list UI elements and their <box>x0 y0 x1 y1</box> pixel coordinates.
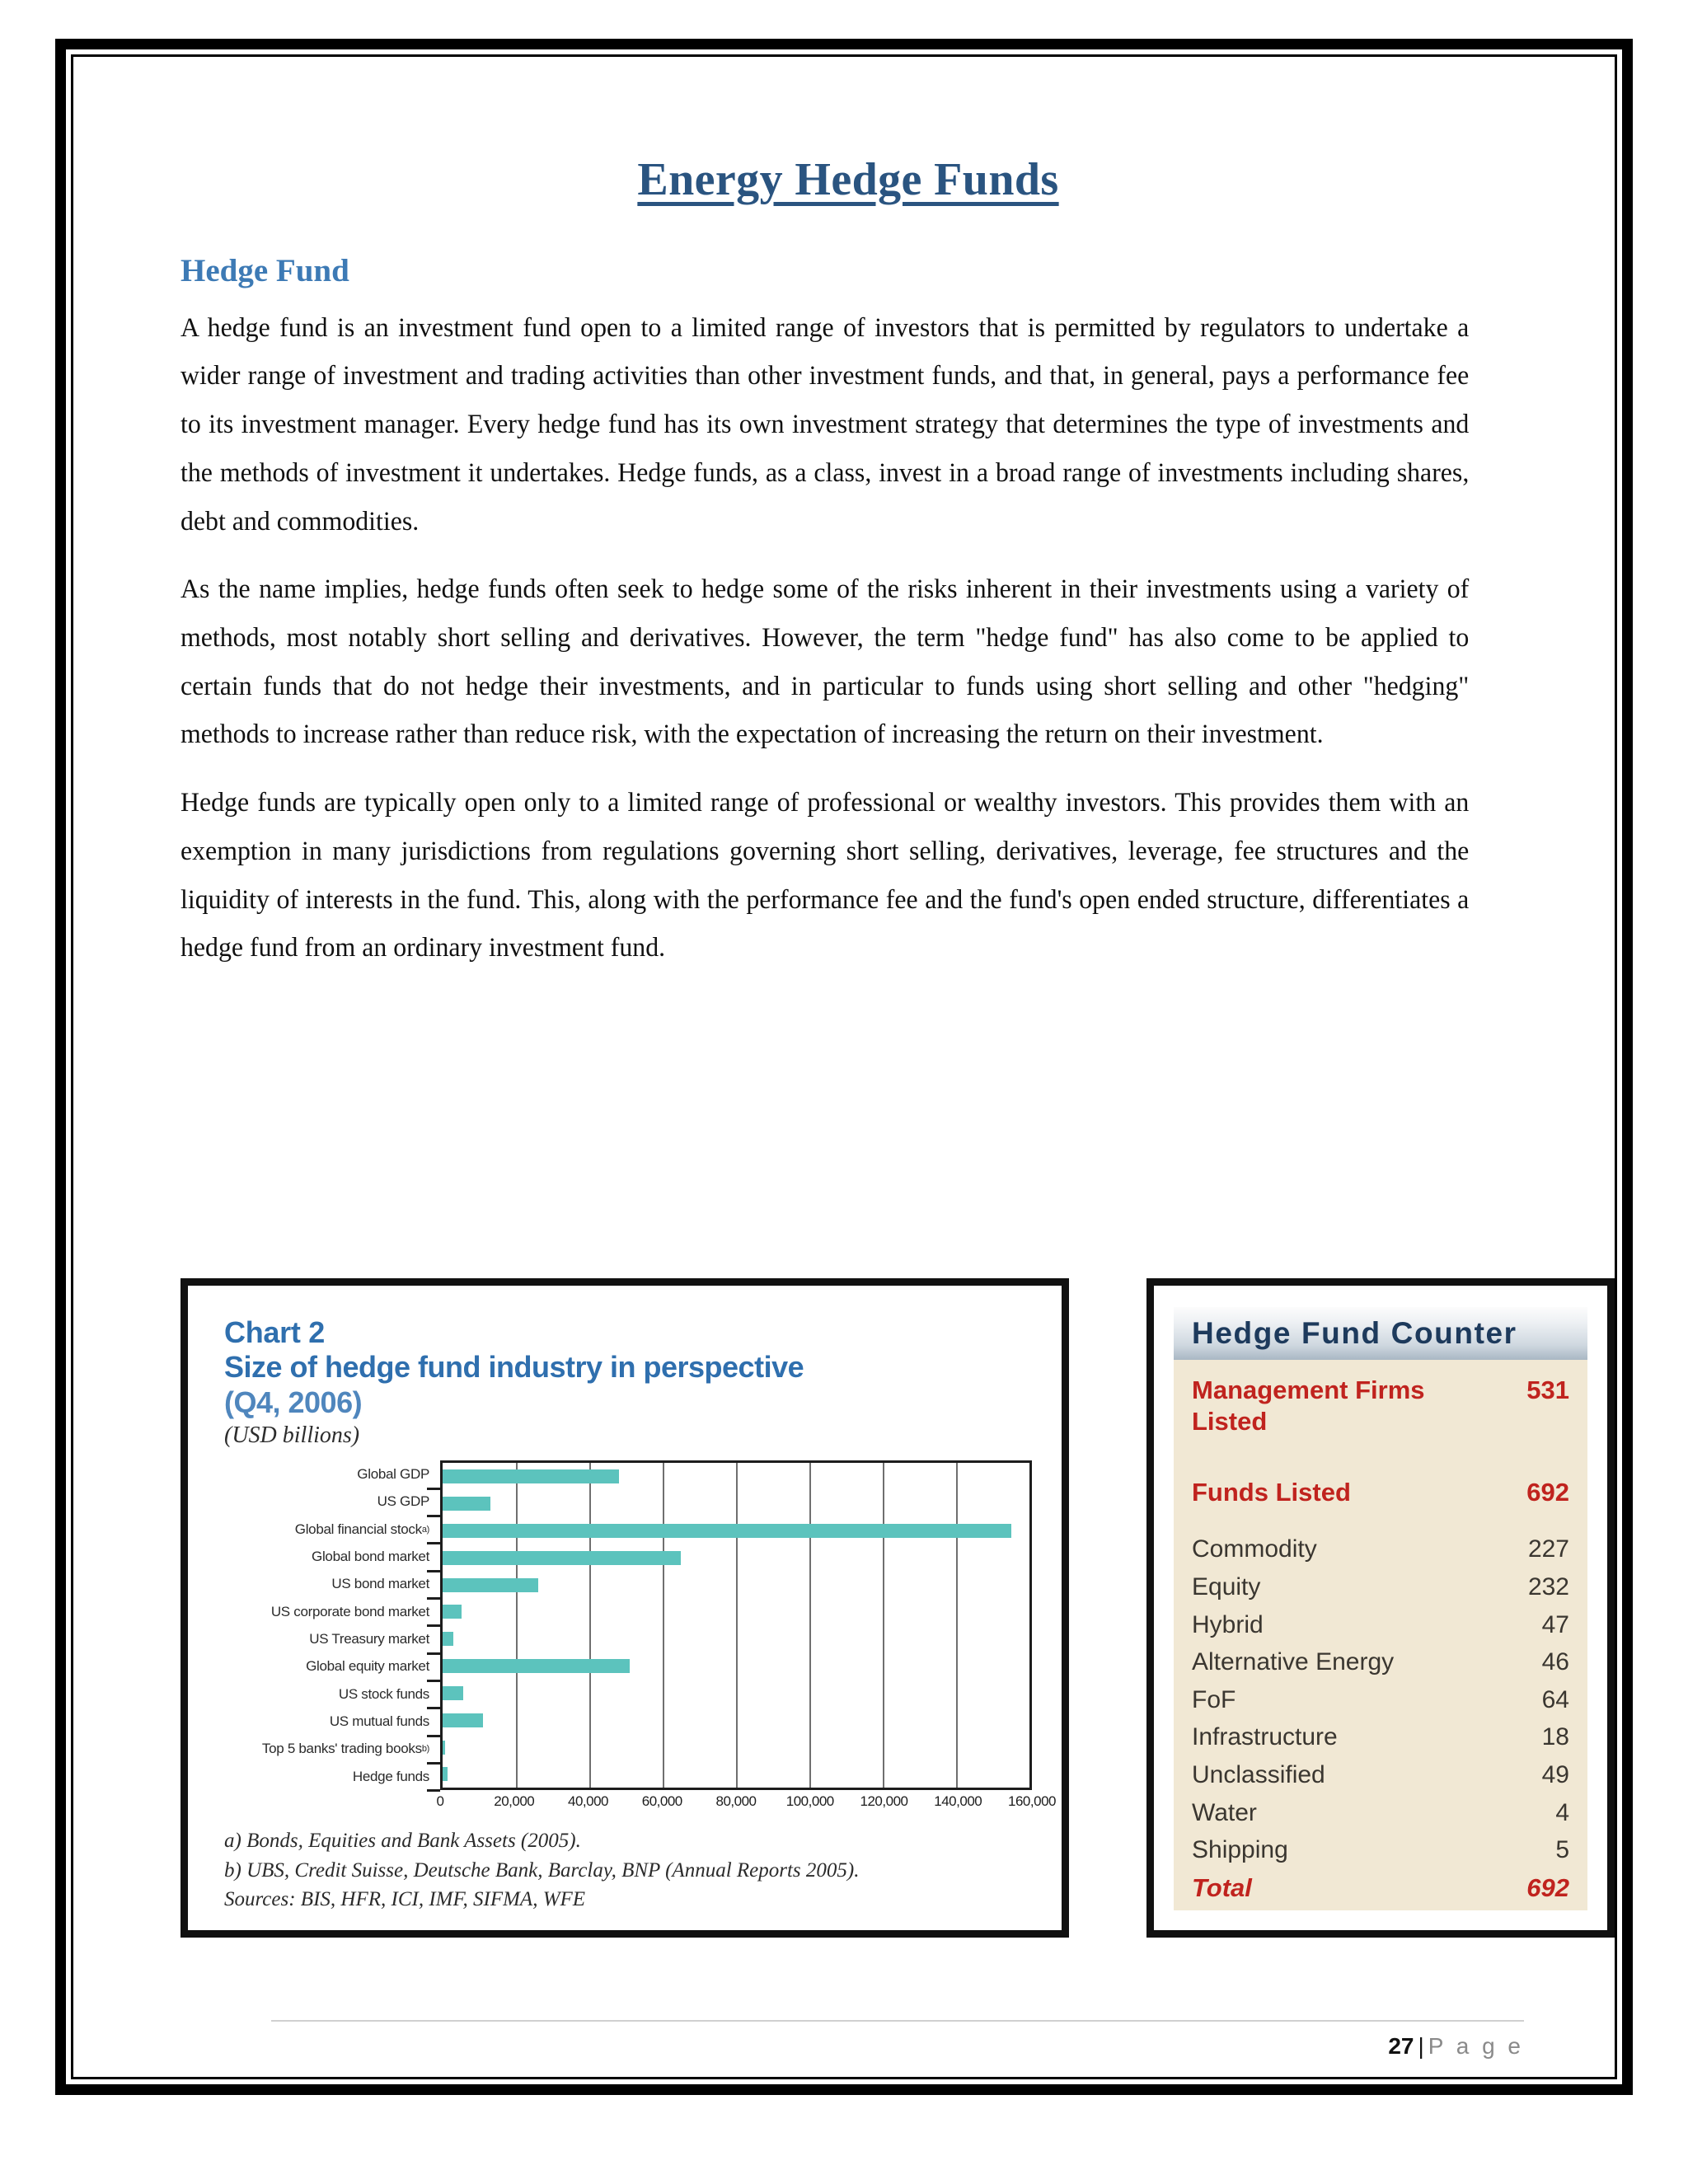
chart-category-label: US GDP <box>377 1493 429 1510</box>
page-footer <box>271 2020 1524 2086</box>
chart-bar-slot <box>443 1625 1029 1652</box>
chart-tick-mark <box>427 1763 440 1790</box>
chart-tick-mark <box>427 1598 440 1625</box>
counter-summary-row-management <box>1192 1375 1569 1437</box>
counter-row-value: 5 <box>1555 1836 1569 1864</box>
counter-total-label: Total <box>1192 1872 1252 1902</box>
counter-row-label: Unclassified <box>1192 1761 1325 1788</box>
counter-row <box>1192 1681 1569 1719</box>
chart-bar <box>443 1686 463 1700</box>
chart-bar-slot <box>443 1490 1029 1517</box>
counter-row-value: 227 <box>1527 1535 1569 1563</box>
chart-bars <box>443 1463 1029 1788</box>
body-paragraph-3: Hedge funds are typically open only to a limited range of professional or wealthy investors. This provides them with an exemption in many jurisdictions from regulations governing short selling, derivatives, leverage, fee structures and the liquidity of interests in the fund. This, along with the performance fee and the fund's open ended structure, differentiates a hedge fund from an ordinary investment fund. <box>181 788 1470 963</box>
counter-body <box>1174 1360 1587 1907</box>
counter-category-list <box>1192 1530 1569 1868</box>
chart-x-tick-label: 80,000 <box>715 1793 757 1810</box>
figures-row <box>181 1278 1615 1962</box>
chart-category-label: Hedge funds <box>352 1768 429 1784</box>
chart-tick-mark <box>427 1488 440 1516</box>
chart-x-tick-label: 0 <box>436 1793 444 1810</box>
chart-bar <box>443 1551 681 1565</box>
chart-tick-mark <box>427 1516 440 1543</box>
counter-row <box>1192 1568 1569 1606</box>
counter-row <box>1192 1831 1569 1869</box>
chart-category-label: US Treasury market <box>309 1631 429 1647</box>
chart-title: Size of hedge fund industry in perspective <box>224 1350 804 1385</box>
chart-y-tick-marks <box>427 1460 440 1790</box>
chart-category-labels <box>224 1460 435 1790</box>
counter-row <box>1192 1530 1569 1568</box>
hedge-fund-counter-figure <box>1146 1278 1615 1938</box>
counter-summary-row-funds <box>1192 1477 1569 1508</box>
counter-summary-label: Funds Listed <box>1192 1477 1351 1507</box>
counter-row-label: Shipping <box>1192 1836 1288 1864</box>
chart-bar <box>443 1524 1011 1538</box>
chart-tick-mark <box>427 1736 440 1763</box>
chart-note-b: b) UBS, Credit Suisse, Deutsche Bank, Barclay, BNP (Annual Reports 2005). <box>224 1858 860 1882</box>
chart-tick-mark <box>427 1625 440 1652</box>
counter-row-value: 4 <box>1555 1798 1569 1826</box>
chart-bar <box>443 1767 448 1781</box>
chart-category-label: Global bond market <box>312 1549 429 1565</box>
counter-row <box>1192 1643 1569 1681</box>
counter-total-row <box>1192 1869 1569 1908</box>
counter-row-value: 46 <box>1541 1648 1569 1676</box>
counter-row <box>1192 1718 1569 1756</box>
chart-tick-mark <box>427 1460 440 1488</box>
counter-summary-value: 531 <box>1526 1376 1569 1404</box>
chart-tick-mark <box>427 1543 440 1570</box>
counter-summary-label: Management Firms Listed <box>1192 1376 1425 1436</box>
chart-bar <box>443 1741 445 1755</box>
footer-page-number: 27 <box>1388 2033 1414 2059</box>
counter-row-value: 18 <box>1541 1723 1569 1751</box>
chart-category-label: US mutual funds <box>329 1713 429 1730</box>
counter-row-label: Hybrid <box>1192 1610 1264 1638</box>
counter-header: Hedge Fund Counter <box>1174 1307 1587 1360</box>
chart-gridline <box>1029 1463 1031 1788</box>
page-inner-border <box>71 54 1617 2079</box>
chart-sources: Sources: BIS, HFR, ICI, IMF, SIFMA, WFE <box>224 1888 586 1911</box>
page-outer-border <box>55 39 1633 2095</box>
footer-separator: | <box>1418 2033 1424 2059</box>
counter-row-value: 47 <box>1541 1610 1569 1638</box>
chart-category-label: Global equity market <box>306 1658 429 1675</box>
chart-footnote-marker: b) <box>421 1744 429 1755</box>
page-content <box>73 57 1615 2077</box>
counter-panel <box>1174 1307 1587 1910</box>
footer-page-word: P a g e <box>1428 2033 1524 2059</box>
counter-total-value: 692 <box>1526 1872 1569 1902</box>
section-heading: Hedge Fund <box>181 252 349 288</box>
counter-row-label: FoF <box>1192 1685 1236 1713</box>
chart-bar <box>443 1659 630 1673</box>
chart-bar <box>443 1632 453 1646</box>
chart-bar-slot <box>443 1544 1029 1572</box>
counter-row-label: Infrastructure <box>1192 1723 1338 1751</box>
chart-bar <box>443 1497 490 1511</box>
counter-row-value: 49 <box>1541 1761 1569 1788</box>
counter-row-label: Water <box>1192 1798 1257 1826</box>
chart-period: (Q4, 2006) <box>224 1385 363 1419</box>
chart-x-axis-labels <box>436 1793 1056 1821</box>
chart-bar-slot <box>443 1734 1029 1761</box>
counter-row <box>1192 1756 1569 1794</box>
chart-x-tick-label: 140,000 <box>934 1793 982 1810</box>
chart-note-a: a) Bonds, Equities and Bank Assets (2005). <box>224 1830 581 1853</box>
counter-row-label: Equity <box>1192 1573 1261 1601</box>
counter-row <box>1192 1794 1569 1832</box>
chart-bar <box>443 1713 483 1727</box>
body-paragraph-1: A hedge fund is an investment fund open to a limited range of investors that is permitted by regulators to undertake a wider range of investment and trading activities than other investment funds, and that, in general, pays a performance fee to its investment manager. Every hedge fund has its own investment strategy that determines the type of investments and the methods of investment it undertakes. Hedge funds, as a class, invest in a broad range of investments including shares, debt and commodities. <box>181 312 1470 537</box>
chart-tick-mark <box>427 1653 440 1680</box>
chart-plot-wrapper <box>224 1460 1056 1813</box>
counter-row-value: 232 <box>1527 1573 1569 1601</box>
chart-footnote-marker: a) <box>421 1524 429 1535</box>
chart-bar <box>443 1469 619 1483</box>
chart-x-tick-label: 60,000 <box>641 1793 682 1810</box>
chart-tick-mark <box>427 1708 440 1735</box>
counter-row-label: Alternative Energy <box>1192 1648 1395 1676</box>
chart-plot-area <box>440 1460 1032 1790</box>
counter-row-value: 64 <box>1541 1685 1569 1713</box>
chart-x-tick-label: 40,000 <box>568 1793 608 1810</box>
chart-bar-slot <box>443 1517 1029 1544</box>
counter-summary-value: 692 <box>1526 1477 1569 1507</box>
chart-x-tick-label: 120,000 <box>860 1793 908 1810</box>
counter-spacer <box>1192 1507 1569 1530</box>
chart-notes <box>224 1826 1037 1915</box>
chart-x-tick-label: 100,000 <box>785 1793 834 1810</box>
chart-category-label: US stock funds <box>338 1685 429 1702</box>
chart-category-label: Global GDP <box>357 1466 429 1483</box>
chart-units: (USD billions) <box>224 1422 360 1449</box>
chart-category-label: US bond market <box>331 1576 429 1592</box>
chart-category-label: Global financial stock a) <box>294 1521 429 1537</box>
counter-row <box>1192 1606 1569 1644</box>
chart-category-label: Top 5 banks' trading books b) <box>261 1741 429 1757</box>
chart-bar-slot <box>443 1463 1029 1490</box>
chart-tick-mark <box>427 1571 440 1598</box>
chart-bar-slot <box>443 1761 1029 1788</box>
footer-divider <box>271 2020 1524 2022</box>
chart-heading-block <box>224 1315 1037 1449</box>
page-title: Energy Hedge Funds <box>637 154 1059 205</box>
chart-bar-slot <box>443 1599 1029 1626</box>
chart-kicker: Chart 2 <box>224 1315 325 1349</box>
chart-x-tick-label: 20,000 <box>494 1793 535 1810</box>
chart-x-tick-label: 160,000 <box>1008 1793 1056 1810</box>
body-paragraph-2: As the name implies, hedge funds often seek to hedge some of the risks inherent in their investments using a variety of methods, most notably short selling and derivatives. However, the term "hedge fund" has also come to be applied to certain funds that do not hedge their investments, and in particular to funds using short selling and other "hedging" methods to increase rather than reduce risk, with the expectation of increasing the return on their investment. <box>181 574 1470 750</box>
chart-figure <box>181 1278 1069 1938</box>
chart-bar-slot <box>443 1572 1029 1599</box>
chart-bar <box>443 1578 538 1592</box>
chart-bar-slot <box>443 1652 1029 1680</box>
chart-bar <box>443 1605 462 1619</box>
chart-bar-slot <box>443 1680 1029 1707</box>
counter-row-label: Commodity <box>1192 1535 1317 1563</box>
chart-tick-mark <box>427 1680 440 1708</box>
chart-bar-slot <box>443 1707 1029 1734</box>
footer-text <box>271 2033 1524 2060</box>
counter-spacer <box>1192 1437 1569 1477</box>
chart-category-label: US corporate bond market <box>270 1603 429 1619</box>
